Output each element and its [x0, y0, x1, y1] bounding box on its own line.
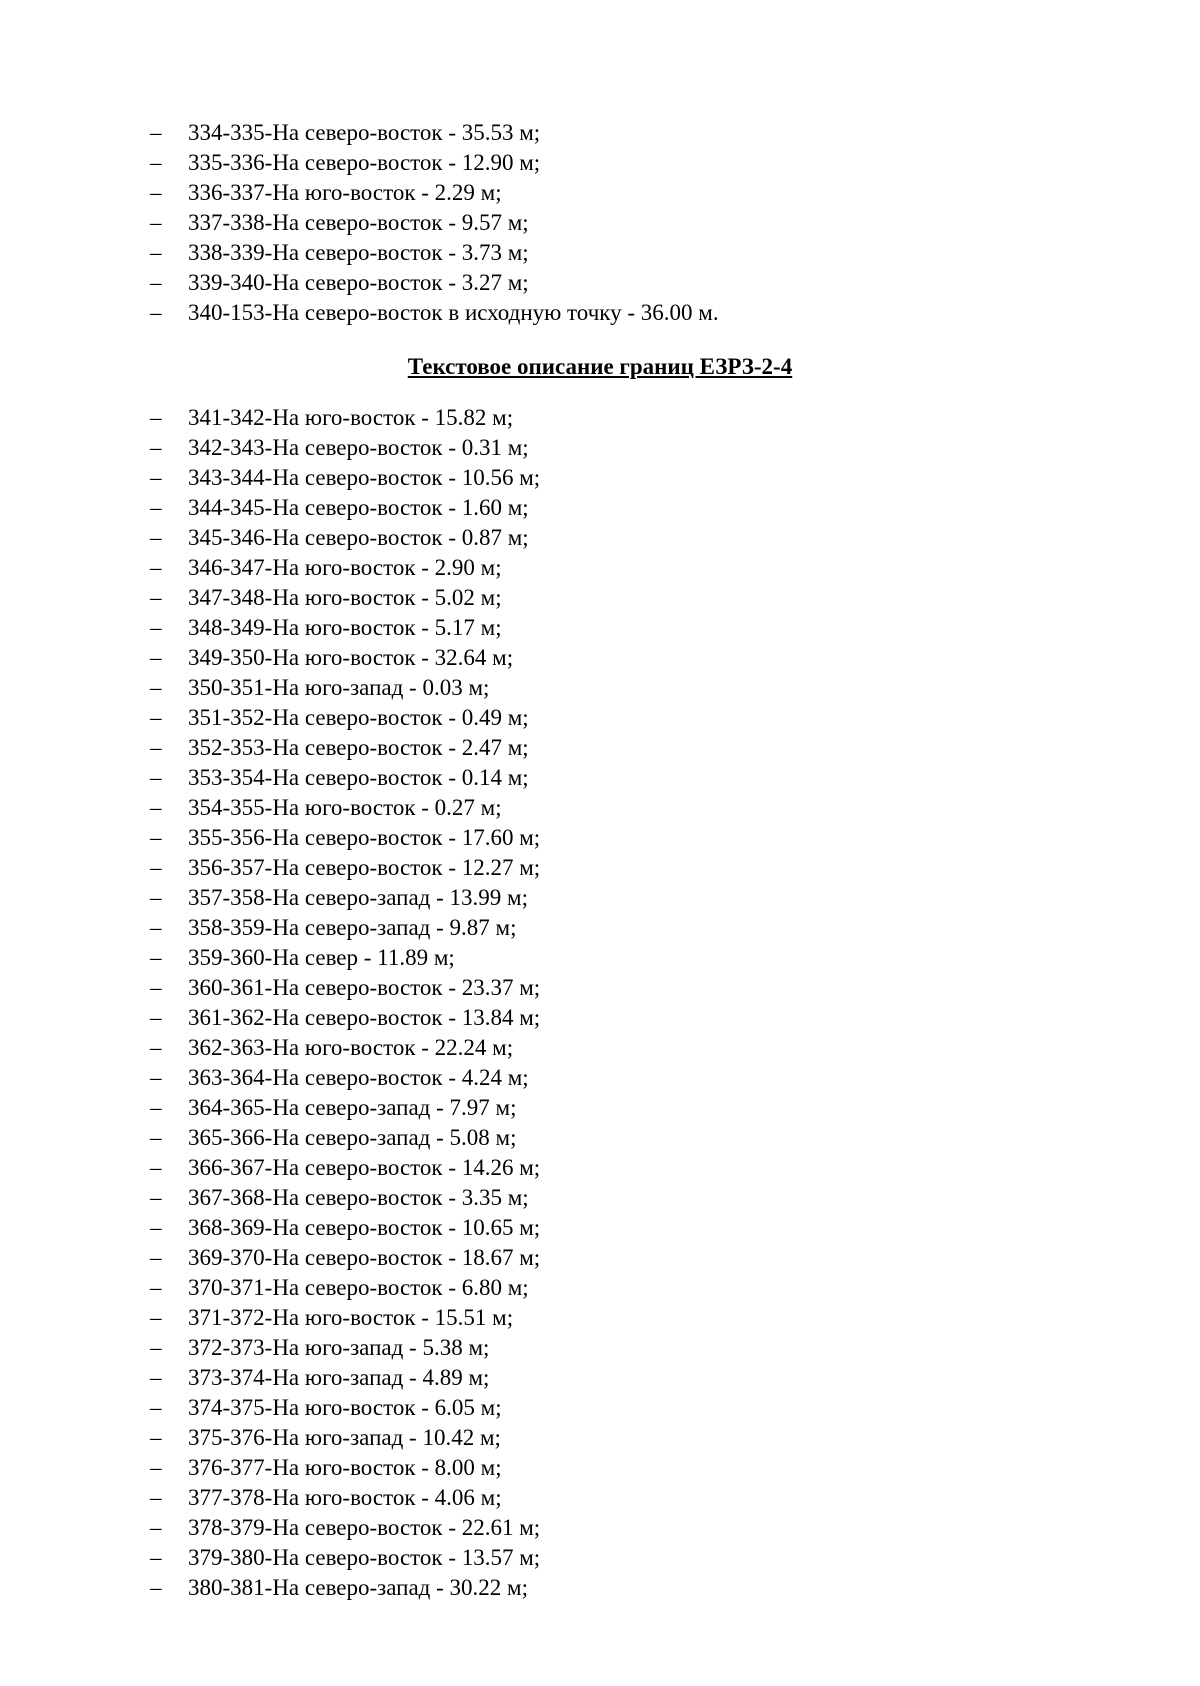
list-item-text: 369-370-На северо-восток - 18.67 м; — [188, 1245, 541, 1270]
list-bullet: – — [150, 435, 162, 460]
list-item-text: 358-359-На северо-запад - 9.87 м; — [188, 915, 517, 940]
list-bullet: – — [150, 855, 162, 880]
list-item — [0, 118, 1200, 148]
list-item — [0, 1273, 1200, 1303]
list-item-text: 352-353-На северо-восток - 2.47 м; — [188, 735, 529, 760]
list-bullet: – — [150, 765, 162, 790]
list-item-text: 377-378-На юго-восток - 4.06 м; — [188, 1485, 502, 1510]
list-bullet: – — [150, 465, 162, 490]
list-item — [0, 1333, 1200, 1363]
list-item-text: 376-377-На юго-восток - 8.00 м; — [188, 1455, 502, 1480]
list-item-text: 357-358-На северо-запад - 13.99 м; — [188, 885, 528, 910]
list-bullet: – — [150, 1305, 162, 1330]
list-bullet: – — [150, 270, 162, 295]
list-item — [0, 793, 1200, 823]
list-item — [0, 1393, 1200, 1423]
list-item-text: 344-345-На северо-восток - 1.60 м; — [188, 495, 529, 520]
list-item-text: 346-347-На юго-восток - 2.90 м; — [188, 555, 502, 580]
list-bullet: – — [150, 240, 162, 265]
list-bullet: – — [150, 1005, 162, 1030]
list-item — [0, 208, 1200, 238]
list-item-text: 368-369-На северо-восток - 10.65 м; — [188, 1215, 541, 1240]
list-bullet: – — [150, 1185, 162, 1210]
list-item-text: 359-360-На север - 11.89 м; — [188, 945, 455, 970]
list-bullet: – — [150, 1485, 162, 1510]
list-bullet: – — [150, 585, 162, 610]
list-item — [0, 703, 1200, 733]
list-item-text: 375-376-На юго-запад - 10.42 м; — [188, 1425, 501, 1450]
list-item-text: 371-372-На юго-восток - 15.51 м; — [188, 1305, 514, 1330]
list-bullet: – — [150, 1545, 162, 1570]
list-bullet: – — [150, 825, 162, 850]
list-item — [0, 613, 1200, 643]
list-item-text: 372-373-На юго-запад - 5.38 м; — [188, 1335, 490, 1360]
list-item — [0, 1183, 1200, 1213]
list-item — [0, 1363, 1200, 1393]
list-item — [0, 583, 1200, 613]
list-bullet: – — [150, 675, 162, 700]
list-item-text: 343-344-На северо-восток - 10.56 м; — [188, 465, 541, 490]
list-bullet: – — [150, 1155, 162, 1180]
list-item — [0, 523, 1200, 553]
list-bullet: – — [150, 210, 162, 235]
list-item — [0, 553, 1200, 583]
list-item-text: 338-339-На северо-восток - 3.73 м; — [188, 240, 529, 265]
list-item — [0, 1573, 1200, 1603]
list-bullet: – — [150, 1365, 162, 1390]
list-item-text: 370-371-На северо-восток - 6.80 м; — [188, 1275, 529, 1300]
list-item — [0, 853, 1200, 883]
list-item-text: 351-352-На северо-восток - 0.49 м; — [188, 705, 529, 730]
list-bullet: – — [150, 795, 162, 820]
list-bullet: – — [150, 1245, 162, 1270]
list-item — [0, 433, 1200, 463]
list-item — [0, 733, 1200, 763]
list-item-text: 374-375-На юго-восток - 6.05 м; — [188, 1395, 502, 1420]
list-item-text: 379-380-На северо-восток - 13.57 м; — [188, 1545, 541, 1570]
list-item-text: 350-351-На юго-запад - 0.03 м; — [188, 675, 490, 700]
list-item — [0, 973, 1200, 1003]
list-bullet: – — [150, 735, 162, 760]
list-item-text: 340-153-На северо-восток в исходную точку - 36.00 м. — [188, 300, 719, 325]
list-item — [0, 883, 1200, 913]
list-item-text: 360-361-На северо-восток - 23.37 м; — [188, 975, 541, 1000]
list-item-text: 362-363-На юго-восток - 22.24 м; — [188, 1035, 514, 1060]
list-bullet: – — [150, 1575, 162, 1600]
list-item-text: 349-350-На юго-восток - 32.64 м; — [188, 645, 514, 670]
section-heading: Текстовое описание границ ЕЗРЗ-2-4 — [407, 354, 793, 379]
list-item — [0, 403, 1200, 433]
list-bullet: – — [150, 150, 162, 175]
list-bullet: – — [150, 300, 162, 325]
list-bullet: – — [150, 975, 162, 1000]
boundary-list-ezrz-2-4 — [0, 403, 1200, 1603]
list-item-text: 348-349-На юго-восток - 5.17 м; — [188, 615, 502, 640]
list-bullet: – — [150, 1125, 162, 1150]
list-bullet: – — [150, 1335, 162, 1360]
list-item-text: 353-354-На северо-восток - 0.14 м; — [188, 765, 529, 790]
list-item — [0, 1543, 1200, 1573]
list-item-text: 337-338-На северо-восток - 9.57 м; — [188, 210, 529, 235]
list-item-text: 336-337-На юго-восток - 2.29 м; — [188, 180, 502, 205]
list-bullet: – — [150, 705, 162, 730]
list-item — [0, 1003, 1200, 1033]
list-bullet: – — [150, 405, 162, 430]
list-item — [0, 1303, 1200, 1333]
list-bullet: – — [150, 495, 162, 520]
list-item — [0, 823, 1200, 853]
list-item — [0, 1123, 1200, 1153]
list-item — [0, 913, 1200, 943]
list-bullet: – — [150, 915, 162, 940]
list-item-text: 363-364-На северо-восток - 4.24 м; — [188, 1065, 529, 1090]
list-bullet: – — [150, 645, 162, 670]
list-item — [0, 1423, 1200, 1453]
list-item — [0, 178, 1200, 208]
list-item — [0, 1513, 1200, 1543]
list-item — [0, 1153, 1200, 1183]
list-item-text: 341-342-На юго-восток - 15.82 м; — [188, 405, 514, 430]
list-bullet: – — [150, 1275, 162, 1300]
list-item-text: 378-379-На северо-восток - 22.61 м; — [188, 1515, 541, 1540]
list-item — [0, 1483, 1200, 1513]
list-bullet: – — [150, 1395, 162, 1420]
list-item — [0, 1213, 1200, 1243]
list-item-text: 366-367-На северо-восток - 14.26 м; — [188, 1155, 541, 1180]
list-bullet: – — [150, 1215, 162, 1240]
list-item-text: 373-374-На юго-запад - 4.89 м; — [188, 1365, 490, 1390]
list-bullet: – — [150, 180, 162, 205]
list-bullet: – — [150, 555, 162, 580]
list-item — [0, 1063, 1200, 1093]
list-item — [0, 298, 1200, 328]
list-item-text: 335-336-На северо-восток - 12.90 м; — [188, 150, 541, 175]
list-bullet: – — [150, 1095, 162, 1120]
list-item-text: 356-357-На северо-восток - 12.27 м; — [188, 855, 541, 880]
list-item — [0, 493, 1200, 523]
list-item-text: 355-356-На северо-восток - 17.60 м; — [188, 825, 541, 850]
list-item — [0, 1093, 1200, 1123]
list-item-text: 361-362-На северо-восток - 13.84 м; — [188, 1005, 541, 1030]
list-bullet: – — [150, 1065, 162, 1090]
boundary-list-top — [0, 118, 1200, 328]
list-item — [0, 763, 1200, 793]
list-bullet: – — [150, 120, 162, 145]
list-item — [0, 1453, 1200, 1483]
list-item — [0, 148, 1200, 178]
list-item-text: 365-366-На северо-запад - 5.08 м; — [188, 1125, 517, 1150]
list-item-text: 380-381-На северо-запад - 30.22 м; — [188, 1575, 528, 1600]
list-bullet: – — [150, 1515, 162, 1540]
list-bullet: – — [150, 885, 162, 910]
list-item — [0, 268, 1200, 298]
list-item — [0, 1033, 1200, 1063]
list-item-text: 339-340-На северо-восток - 3.27 м; — [188, 270, 529, 295]
list-item — [0, 1243, 1200, 1273]
list-item-text: 364-365-На северо-запад - 7.97 м; — [188, 1095, 517, 1120]
list-item-text: 334-335-На северо-восток - 35.53 м; — [188, 120, 541, 145]
list-bullet: – — [150, 1455, 162, 1480]
list-item-text: 347-348-На юго-восток - 5.02 м; — [188, 585, 502, 610]
list-item — [0, 943, 1200, 973]
list-item — [0, 463, 1200, 493]
list-bullet: – — [150, 615, 162, 640]
list-item-text: 367-368-На северо-восток - 3.35 м; — [188, 1185, 529, 1210]
list-item-text: 345-346-На северо-восток - 0.87 м; — [188, 525, 529, 550]
list-bullet: – — [150, 1035, 162, 1060]
list-bullet: – — [150, 945, 162, 970]
list-item-text: 354-355-На юго-восток - 0.27 м; — [188, 795, 502, 820]
list-bullet: – — [150, 1425, 162, 1450]
list-item — [0, 673, 1200, 703]
list-item-text: 342-343-На северо-восток - 0.31 м; — [188, 435, 529, 460]
list-item — [0, 643, 1200, 673]
list-item — [0, 238, 1200, 268]
list-bullet: – — [150, 525, 162, 550]
